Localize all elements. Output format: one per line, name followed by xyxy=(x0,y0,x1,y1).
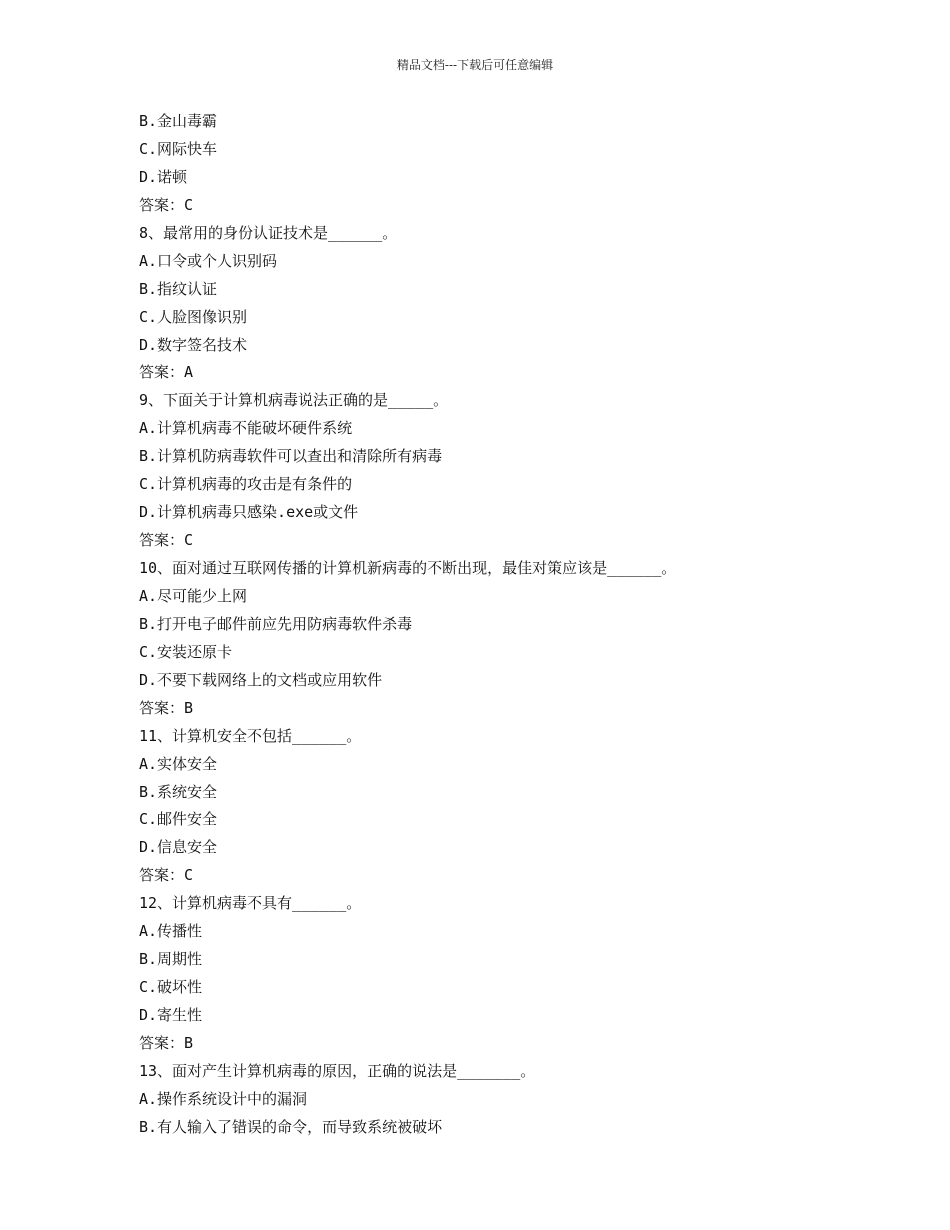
answer-q7: 答案：C xyxy=(139,195,194,214)
option-a-q12: A.传播性 xyxy=(139,922,203,941)
option-b-q11: B.系统安全 xyxy=(139,782,218,801)
option-d-q10: D.不要下载网络上的文档或应用软件 xyxy=(139,670,383,689)
option-d-q12: D.寄生性 xyxy=(139,1006,203,1024)
option-d-q9: D.计算机病毒只感染.exe或文件 xyxy=(139,503,359,522)
option-a-q8: A.口令或个人识别码 xyxy=(139,251,278,270)
option-b-q8: B.指纹认证 xyxy=(139,279,218,298)
option-c-q11: C.邮件安全 xyxy=(139,810,218,829)
option-a-q11: A.实体安全 xyxy=(139,754,218,773)
question-13: 13、面对产生计算机病毒的原因，正确的说法是_______。 xyxy=(139,1061,536,1080)
option-c-q12: C.破坏性 xyxy=(139,978,203,997)
question-10: 10、面对通过互联网传播的计算机新病毒的不断出现，最佳对策应该是______。 xyxy=(139,559,677,577)
option-c-q8: C.人脸图像识别 xyxy=(139,307,248,326)
question-8: 8、最常用的身份认证技术是______。 xyxy=(139,223,398,242)
option-c-q7: C.网际快车 xyxy=(139,139,218,158)
option-d-q8: D.数字签名技术 xyxy=(139,335,248,354)
option-c-q10: C.安装还原卡 xyxy=(139,642,233,661)
question-12: 12、计算机病毒不具有______。 xyxy=(139,894,362,913)
answer-q12: 答案：B xyxy=(139,1033,194,1052)
option-b-q13: B.有人输入了错误的命令，而导致系统被破坏 xyxy=(139,1117,443,1136)
page-header: 精品文档---下载后可任意编辑 xyxy=(396,58,554,72)
option-b-q7: B.金山毒霸 xyxy=(139,112,218,130)
document-body xyxy=(139,108,919,1142)
answer-q9: 答案：C xyxy=(139,531,194,550)
question-11: 11、计算机安全不包括______。 xyxy=(139,726,362,745)
answer-q8: 答案：A xyxy=(139,363,194,382)
question-9: 9、下面关于计算机病毒说法正确的是_____。 xyxy=(139,391,449,410)
answer-q10: 答案：B xyxy=(139,698,194,717)
option-d-q7: D.诺顿 xyxy=(139,167,188,186)
option-b-q10: B.打开电子邮件前应先用防病毒软件杀毒 xyxy=(139,614,413,633)
option-d-q11: D.信息安全 xyxy=(139,838,218,857)
option-a-q10: A.尽可能少上网 xyxy=(139,586,248,605)
option-a-q9: A.计算机病毒不能破坏硬件系统 xyxy=(139,419,353,438)
option-c-q9: C.计算机病毒的攻击是有条件的 xyxy=(139,475,353,494)
answer-q11: 答案：C xyxy=(139,866,194,885)
option-a-q13: A.操作系统设计中的漏洞 xyxy=(139,1089,308,1108)
option-b-q12: B.周期性 xyxy=(139,950,203,969)
option-b-q9: B.计算机防病毒软件可以查出和清除所有病毒 xyxy=(139,447,443,466)
